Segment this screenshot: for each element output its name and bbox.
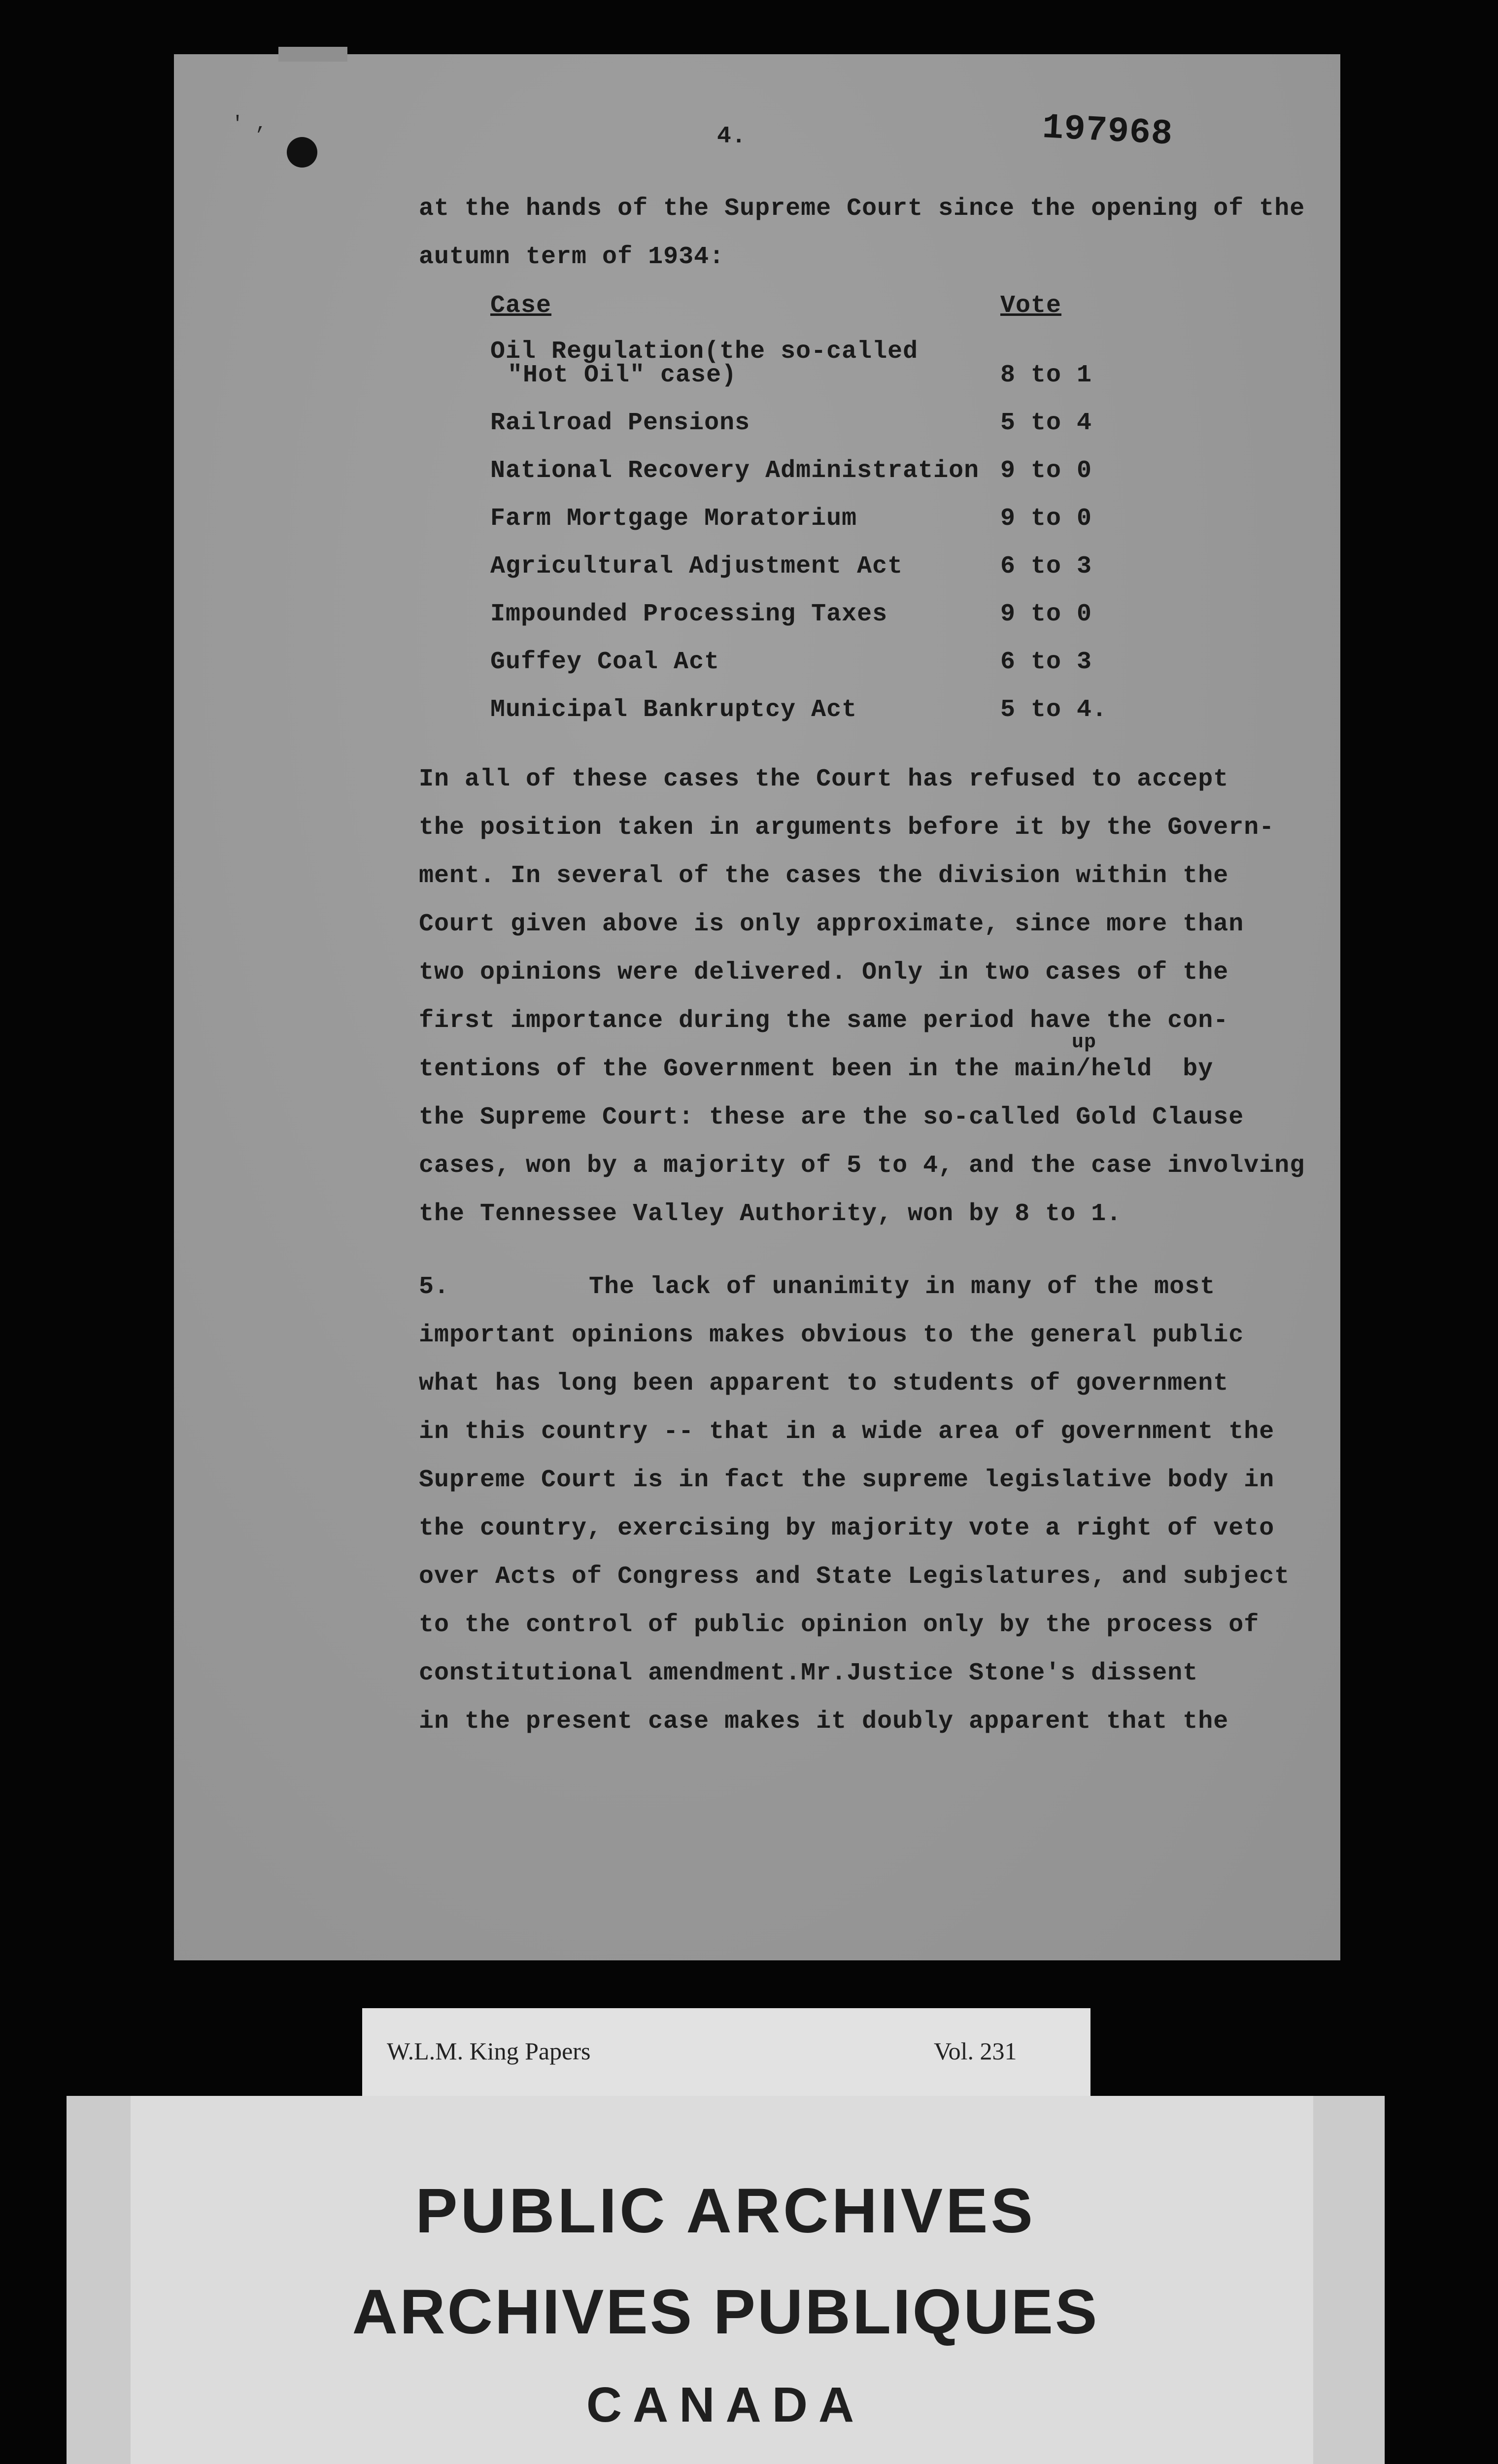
archives-title-english: PUBLIC ARCHIVES	[415, 2176, 1036, 2246]
document-number: 197968	[1041, 107, 1174, 155]
paragraph-1-line: two opinions were delivered. Only in two cases of the	[419, 958, 1229, 987]
paragraph-2-line: The lack of unanimity in many of the most	[589, 1273, 1216, 1301]
archives-country: CANADA	[586, 2377, 865, 2432]
archives-envelope	[67, 2096, 1385, 2464]
paragraph-2-line: to the control of public opinion only by the process of	[419, 1611, 1260, 1639]
paragraph-1-line: ment. In several of the cases the division within the	[419, 862, 1229, 890]
paragraph-1-line: Court given above is only approximate, since more than	[419, 910, 1244, 938]
archives-title-french: ARCHIVES PUBLIQUES	[352, 2277, 1099, 2347]
paragraph-1-line: tentions of the Government been in the main/held by	[419, 1055, 1214, 1083]
table-row-case: Impounded Processing Taxes	[490, 600, 888, 628]
table-header-vote: Vote	[1000, 292, 1062, 320]
handwritten-insertion: up	[1072, 1031, 1097, 1054]
table-row-vote: 9 to 0	[1000, 600, 1092, 628]
paragraph-1-line: cases, won by a majority of 5 to 4, and the case involving	[419, 1152, 1305, 1180]
paragraph-2-line: important opinions makes obvious to the general public	[419, 1321, 1244, 1349]
paragraph-1-line: the position taken in arguments before it by the Govern-	[419, 814, 1275, 842]
paragraph-1-line: first importance during the same period have the con-	[419, 1007, 1229, 1035]
page-number: 4.	[717, 123, 747, 150]
table-row-vote: 9 to 0	[1000, 505, 1092, 533]
table-row-case: Railroad Pensions	[490, 409, 750, 437]
table-row-case: Farm Mortgage Moratorium	[490, 505, 857, 533]
paragraph-2-line: constitutional amendment.Mr.Justice Stone's dissent	[419, 1659, 1198, 1687]
table-row-vote: 9 to 0	[1000, 457, 1092, 485]
collection-name: W.L.M. King Papers	[387, 2037, 591, 2065]
paragraph-2-line: the country, exercising by majority vote a right of veto	[419, 1514, 1275, 1542]
punch-hole	[287, 137, 317, 168]
table-row-case: National Recovery Administration	[490, 457, 980, 485]
paragraph-2-line: what has long been apparent to students of government	[419, 1369, 1229, 1398]
table-row-vote: 8 to 1	[1000, 361, 1092, 389]
paragraph-1-line: the Supreme Court: these are the so-called Gold Clause	[419, 1103, 1244, 1131]
page-corner-tab	[278, 47, 347, 62]
paragraph-2-number: 5.	[419, 1273, 450, 1301]
intro-line-2: autumn term of 1934:	[419, 243, 725, 271]
paragraph-2-line: in the present case makes it doubly apparent that the	[419, 1708, 1229, 1736]
intro-line-1: at the hands of the Supreme Court since the opening of the	[419, 195, 1305, 223]
paragraph-1-line: In all of these cases the Court has refused to accept	[419, 765, 1229, 793]
table-row-vote: 6 to 3	[1000, 552, 1092, 581]
paragraph-2-line: in this country -- that in a wide area of government the	[419, 1418, 1275, 1446]
table-row-vote: 5 to 4	[1000, 409, 1092, 437]
table-row-case: Municipal Bankruptcy Act	[490, 696, 857, 724]
paragraph-2-line: Supreme Court is in fact the supreme legislative body in	[419, 1466, 1275, 1494]
collection-label	[362, 2008, 1090, 2098]
table-row-case-continued: "Hot Oil" case)	[508, 361, 737, 389]
table-row-case: Oil Regulation(the so-called	[490, 338, 919, 366]
table-row-vote: 6 to 3	[1000, 648, 1092, 676]
table-row-case: Guffey Coal Act	[490, 648, 720, 676]
table-row-case: Agricultural Adjustment Act	[490, 552, 903, 581]
volume-number: Vol. 231	[934, 2037, 1017, 2065]
paragraph-2-line: over Acts of Congress and State Legislatures, and subject	[419, 1563, 1290, 1591]
paragraph-1-line: the Tennessee Valley Authority, won by 8 to 1.	[419, 1200, 1122, 1228]
table-row-vote: 5 to 4.	[1000, 696, 1108, 724]
table-header-case: Case	[490, 292, 552, 320]
ink-specks: ' ,	[232, 113, 268, 136]
